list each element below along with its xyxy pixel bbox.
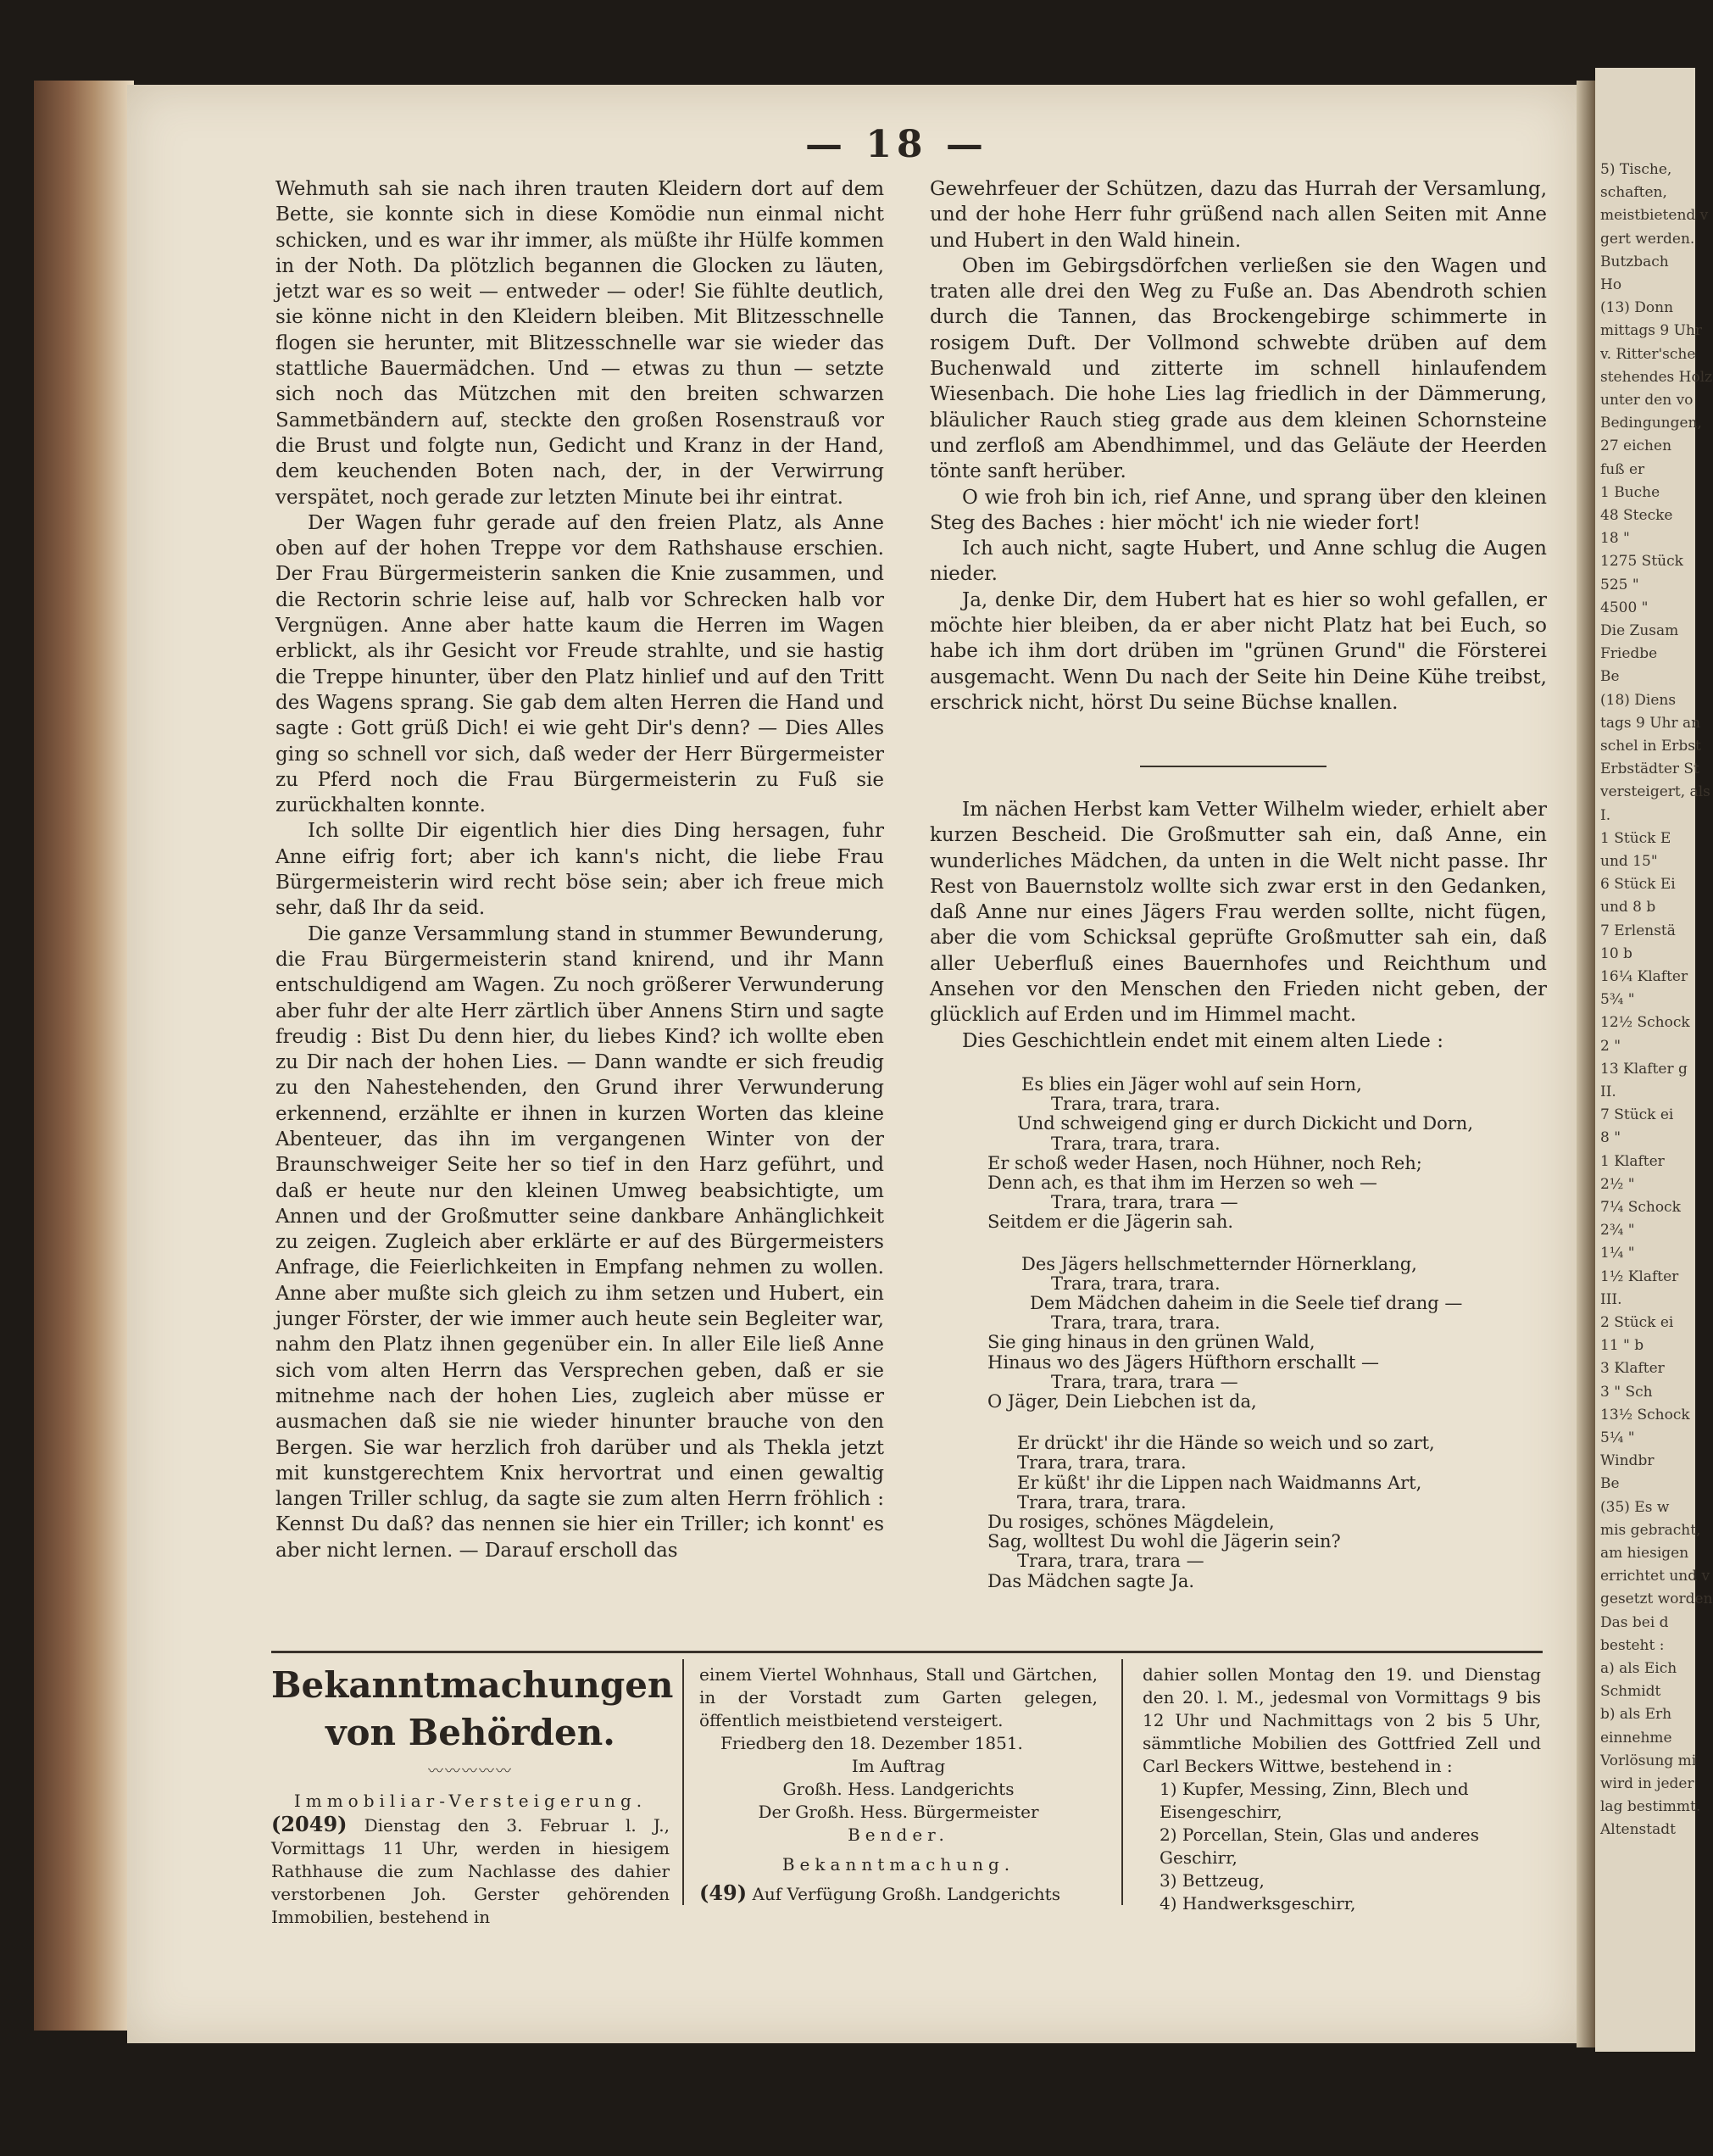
paragraph: Ich sollte Dir eigentlich hier dies Ding hersagen, fuhr Anne eifrig fort; aber ich kann's nicht, die liebe Frau Bürgermeisterin wird recht böse sein; aber ich freue mich sehr, daß Ihr da seid. [275, 820, 884, 920]
adjacent-page-fragment: tags 9 Uhr an [1600, 714, 1701, 732]
notice-line: Der Großh. Hess. Bürgermeister [758, 1802, 1039, 1822]
poem-line: Trara, trara, trara. [1017, 1491, 1187, 1513]
ornament: 〰〰〰〰〰 [428, 1763, 513, 1780]
adjacent-page-fragment: Be [1600, 1475, 1620, 1493]
adjacent-page-fragment: schaften, [1600, 184, 1667, 202]
left-column [275, 176, 884, 1563]
paragraph: Wehmuth sah sie nach ihren trauten Kleidern dort auf dem Bette, sie konnte sich in diese Komödie nun einmal nicht schicken, und es war ihr immer, als müßte ihr Hülfe kommen in der Noth. Da plötzlich begannen die Glocken zu läuten, jetzt war es so weit — entweder — oder! Sie fühlte deutlich, sie könne nicht in den Kleidern bleiben. Mit Blitzesschnelle flogen sie herunter, mit Blitzesschnelle war sie wieder das stattliche Bauermädchen. Und — etwas zu thun — setzte sich noch das Mützchen mit den breiten schwarzen Sammetbändern auf, steckte den großen Rosenstrauß vor die Brust und folgte nun, Gedicht und Kranz in der Hand, dem keuchenden Boten nach, der, in der Verwirrung verspätet, noch gerade zur letzten Minute bei ihr eintrat. [275, 178, 884, 509]
notice-line: Im Auftrag [851, 1756, 946, 1776]
adjacent-page-fragment: 525 " [1600, 576, 1639, 593]
poem-line: Und schweigend ging er durch Dickicht und Dorn, [1017, 1113, 1473, 1134]
list-item: 4) Handwerksgeschirr, [1160, 1893, 1356, 1914]
adjacent-page-fragment: 11 " b [1600, 1337, 1644, 1355]
notice-text: dahier sollen Montag den 19. und Dienstag den 20. l. M., jedesmal von Vormittags 9 bis 12 Uhr und Nachmittags von 2 bis 5 Uhr, sämmtliche Mobilien des Gottfried Zell und Carl Beckers Wittwe, bestehend in : [1143, 1664, 1541, 1776]
adjacent-page-fragment: Butzbach [1600, 253, 1669, 270]
poem-line: Trara, trara, trara. [1051, 1133, 1221, 1154]
adjacent-page-fragment: fuß er [1600, 460, 1645, 478]
adjacent-page-fragment: II. [1600, 1084, 1616, 1100]
poem-line: Trara, trara, trara. [1051, 1094, 1221, 1115]
paragraph: Dies Geschichtlein endet mit einem alten Liede : [962, 1029, 1443, 1052]
adjacent-page-fragment: 13½ Schock [1600, 1406, 1690, 1423]
page-number: — 18 — [805, 123, 988, 166]
adjacent-page-fragment: 2 Stück ei [1600, 1314, 1674, 1331]
adjacent-page-fragment: einnehme [1600, 1729, 1672, 1747]
adjacent-page-fragment: 13 Klafter g [1600, 1060, 1688, 1078]
paragraph: Die ganze Versammlung stand in stummer Bewunderung, die Frau Bürgermeisterin stand knirend, und ihr Mann entschuldigend am Wagen. Zu noch größerer Verwunderung aber fuhr der alte Herr zärtlich über Annens Stirn und sagte freudig : Bist Du denn hier, du liebes Kind? ich wollte eben zu Dir nach der hohen Lies. — Dann wandte er sich freudig zu den Nahestehenden, den Grund ihrer Verwunderung erkennend, erzählte er ihnen in kurzen Worten das kleine Abenteuer, das ihn im vergangenen Winter von der Braunschweiger Seite her so tief in den Harz geführt, und daß er heute nur den kleinen Umweg beabsichtigte, um Annen und der Großmutter seine dankbare Anhänglichkeit zu zeigen. Zugleich aber erklärte er auf des Bürgermeisters Anfrage, die Feierlichkeiten in Empfang nehmen zu wollen. Anne aber mußte sich gleich zu ihm setzen und Hubert, ein junger Förster, der wie immer auch heute sein Begleiter war, nahm den Platz ihnen gegenüber ein. In aller Eile ließ Anne sich vom alten Herrn das Versprechen geben, daß er sie mitnehme nach der hohen Lies, zugleich aber müsse er ausmachen daß sie nie wieder hinunter brauche von den Bergen. Sie war herzlich froh darüber und als Thekla jetzt mit kunstgerechtem Knix hervortrat und einen gewaltig langen Triller schlug, da sagte sie zum alten Herrn fröhlich : Kennst Du daß? das nennen sie hier ein Triller; ich konnt' es aber nicht lernen. — Darauf erscholl das [275, 922, 884, 1562]
notices-rule [271, 1651, 1543, 1653]
notices-title: Bekanntmachungen von Behörden. [271, 1664, 674, 1753]
right-column [930, 176, 1547, 716]
adjacent-page-fragment: 3 " Sch [1600, 1383, 1653, 1401]
adjacent-page-fragment: 2 " [1600, 1037, 1621, 1055]
poem-line: Denn ach, es that ihm im Herzen so weh — [987, 1173, 1377, 1194]
paragraph: O wie froh bin ich, rief Anne, und sprang über den kleinen Steg des Baches : hier möcht' ich nie wieder fort! [930, 486, 1547, 534]
adjacent-page-fragment: Windbr [1600, 1452, 1655, 1470]
adjacent-page-fragment: 4500 " [1600, 599, 1649, 616]
poem-line: Sie ging hinaus in den grünen Wald, [987, 1332, 1315, 1353]
adjacent-page-fragment: 12½ Schock [1600, 1014, 1690, 1032]
adjacent-page-fragment: (13) Donn [1600, 299, 1674, 317]
adjacent-page-fragment: 5¼ " [1600, 1429, 1635, 1446]
adjacent-page-fragment: III. [1600, 1290, 1622, 1308]
adjacent-page-fragment: Friedbe [1600, 645, 1658, 663]
adjacent-page-fragment: wird in jeder [1600, 1775, 1694, 1792]
poem-line: Er drückt' ihr die Hände so weich und so zart, [1017, 1433, 1435, 1454]
notice-entry [271, 1813, 670, 1929]
adjacent-page-fragment: schel in Erbst [1600, 738, 1701, 755]
adjacent-page-fragment: mis gebracht, [1600, 1521, 1701, 1539]
poem [987, 1075, 1538, 1591]
adjacent-page-fragment: (35) Es w [1600, 1498, 1670, 1516]
paragraph: Ich auch nicht, sagte Hubert, und Anne schlug die Augen nieder. [930, 538, 1547, 586]
book-binding [34, 81, 134, 2031]
adjacent-page-fragment: b) als Erh [1600, 1706, 1672, 1724]
poem-line: Trara, trara, trara. [1051, 1312, 1221, 1334]
adjacent-page-fragment: lag bestimmt. [1600, 1798, 1701, 1816]
poem-line: Das Mädchen sagte Ja. [987, 1570, 1195, 1591]
adjacent-page-fragment: 1 Buche [1600, 483, 1660, 501]
paragraph: Gewehrfeuer der Schützen, dazu das Hurrah der Versamlung, und der hohe Herr fuhr grüßend nach allen Seiten mit Anne und Hubert in den Wald hinein. [930, 178, 1547, 252]
poem-line: Sag, wolltest Du wohl die Jägerin sein? [987, 1531, 1341, 1552]
adjacent-page-fragment: 7 Erlenstä [1600, 922, 1676, 939]
notices-column-middle [699, 1663, 1098, 1906]
poem-line: Dem Mädchen daheim in die Seele tief drang — [1030, 1293, 1463, 1314]
adjacent-page-fragment: 27 eichen [1600, 437, 1672, 455]
adjacent-page-fragment: v. Ritter'sche [1600, 345, 1696, 363]
adjacent-page-fragment: 48 Stecke [1600, 507, 1673, 524]
poem-line: Trara, trara, trara — [1017, 1551, 1204, 1572]
poem-line: Hinaus wo des Jägers Hüfthorn erschallt — [987, 1351, 1380, 1373]
adjacent-page-fragment: Erbstädter St [1600, 760, 1699, 778]
poem-line: Trara, trara, trara. [1051, 1273, 1221, 1294]
adjacent-page-fragment: Vorlösung mi [1600, 1752, 1697, 1769]
notice-signature: Bender. [848, 1825, 949, 1845]
adjacent-page-fragment: 5) Tische, [1600, 161, 1672, 178]
list-item: 1) Kupfer, Messing, Zinn, Blech und Eisengeschirr, [1160, 1779, 1469, 1822]
column-rule [682, 1659, 684, 1905]
paragraph: Der Wagen fuhr gerade auf den freien Platz, als Anne oben auf der hohen Treppe vor dem Rathshause erschien. Der Frau Bürgermeisterin sanken die Knie zusammen, und die Rectorin schrie leise auf, halb vor Schrecken halb vor Vergnügen. Anne aber hatte kaum die Herren im Wagen erblickt, als ihr Gesicht vor Freude strahlte, und sie hastig die Treppe hinunter, über den Platz hinlief und auf den Tritt des Wagens sprang. Sie gab dem alten Herren die Hand und sagte : Gott grüß Dich! ei wie geht Dir's denn? — Dies Alles ging so schnell vor sich, daß weder der Herr Bürgermeister zu Pferd noch die Frau Bürgermeisterin zu Fuß sie zurückhalten konnte. [275, 511, 884, 817]
adjacent-page-fragment: 16¼ Klafter [1600, 968, 1688, 985]
adjacent-page-fragment: gert werden. [1600, 230, 1695, 248]
adjacent-page-fragment: 1 Klafter [1600, 1152, 1665, 1170]
poem-line: Trara, trara, trara — [1051, 1371, 1238, 1392]
adjacent-page-fragment: 8 " [1600, 1129, 1621, 1147]
adjacent-page-fragment: 1¼ " [1600, 1245, 1635, 1262]
list-item: 2) Porcellan, Stein, Glas und anderes Geschirr, [1160, 1825, 1479, 1868]
adjacent-page-fragment: unter den vo [1600, 392, 1694, 409]
notice-heading: Bekanntmachung. [781, 1854, 1015, 1875]
adjacent-page-fragment: mittags 9 Uhr [1600, 322, 1702, 340]
adjacent-page-fragment: gesetzt worden [1600, 1591, 1713, 1608]
poem-line: Des Jägers hellschmetternder Hörnerklang, [1021, 1253, 1417, 1274]
notices-column-left [271, 1662, 674, 1929]
adjacent-page-fragment: Das bei d [1600, 1613, 1669, 1631]
poem-line: Trara, trara, trara. [1017, 1452, 1187, 1474]
adjacent-page-fragment: und 15" [1600, 853, 1658, 870]
poem-line: Seitdem er die Jägerin sah. [987, 1212, 1234, 1233]
adjacent-page-fragment: Schmidt [1600, 1683, 1661, 1701]
poem-line: Er küßt' ihr die Lippen nach Waidmanns Art, [1017, 1472, 1422, 1493]
poem-line: Du rosiges, schönes Mägdelein, [987, 1512, 1275, 1533]
notices-subtitle: Immobiliar-Versteigerung. [293, 1791, 648, 1811]
adjacent-page-fragment: Bedingungen, [1600, 415, 1702, 432]
paragraph: Oben im Gebirgsdörfchen verließen sie den Wagen und traten alle drei den Weg zu Fuße an. Das Abendroth schien durch die Tannen, das Brockengebirge schimmerte in rosigem Duft. Der Vollmond schwebte drüben auf dem Buchenwald und zitterte im schnell hinlaufendem Wiesenbach. Die hohe Lies lag friedlich in der Dämmerung, bläulicher Rauch stieg grade aus dem kleinen Schornsteine und zerfloß am Abendhimmel, und das Geläute der Heerden tönte sanft herüber. [930, 254, 1547, 483]
adjacent-page-fragment: 1 Stück E [1600, 829, 1671, 847]
poem-line: Er schoß weder Hasen, noch Hühner, noch Reh; [987, 1152, 1422, 1173]
adjacent-page-fragment: Die Zusam [1600, 622, 1679, 639]
adjacent-page-fragment: stehendes Holz [1600, 368, 1713, 386]
notices-column-right [1143, 1663, 1541, 1915]
epilogue [930, 797, 1547, 1054]
adjacent-page-fragment: I. [1600, 806, 1611, 824]
notice-line: Großh. Hess. Landgerichts [782, 1779, 1015, 1799]
notice-date: Friedberg den 18. Dezember 1851. [720, 1733, 1023, 1753]
adjacent-page-fragment: Be [1600, 668, 1620, 686]
paragraph: Ja, denke Dir, dem Hubert hat es hier so wohl gefallen, er möchte hier bleiben, da er aber nicht Platz hat bei Euch, so habe ich ihm dort drüben im "grünen Grund" die Försterei ausgemacht. Wenn Du nach der Seite hin Deine Kühe treibst, erschrick nicht, hörst Du seine Büchse knallen. [930, 588, 1547, 714]
adjacent-page-fragment: 1½ Klafter [1600, 1267, 1679, 1285]
adjacent-page-fragment: am hiesigen [1600, 1545, 1689, 1562]
adjacent-page-fragment: 6 Stück Ei [1600, 876, 1676, 894]
adjacent-page-fragment: 7 Stück ei [1600, 1106, 1674, 1124]
poem-line: Trara, trara, trara — [1051, 1192, 1238, 1213]
adjacent-page-fragment: 2¾ " [1600, 1222, 1635, 1240]
notice-text: Dienstag den 3. Februar l. J., Vormittags 11 Uhr, werden in hiesigem Rathhause die zum Nachlasse des dahier verstorbenen Joh. Gerster gehörenden Immobilien, bestehend in [271, 1815, 670, 1927]
poem-line: Es blies ein Jäger wohl auf sein Horn, [1021, 1074, 1362, 1095]
list-item: 3) Bettzeug, [1160, 1870, 1265, 1891]
notice-entry [699, 1881, 1098, 1906]
notice-text: einem Viertel Wohnhaus, Stall und Gärtchen, in der Vorstadt zum Garten gelegen, öffentlich meistbietend versteigert. [699, 1664, 1098, 1730]
poem-line: O Jäger, Dein Liebchen ist da, [987, 1391, 1257, 1412]
adjacent-page-fragment: Ho [1600, 276, 1622, 293]
notice-number: (49) [699, 1880, 748, 1905]
adjacent-page-fragment: 5¾ " [1600, 991, 1635, 1009]
adjacent-page-fragment: meistbietend v [1600, 207, 1709, 225]
notice-number: (2049) [271, 1812, 348, 1836]
page-edge [1577, 81, 1595, 2047]
adjacent-page-fragment: besteht : [1600, 1636, 1665, 1654]
notice-text: Auf Verfügung Großh. Landgerichts [752, 1884, 1060, 1904]
paragraph: Im nächen Herbst kam Vetter Wilhelm wieder, erhielt aber kurzen Bescheid. Die Großmutter sah ein, daß Anne, ein wunderliches Mädchen, da unten in die Welt nicht passe. Ihr Rest von Bauernstolz wollte sich zwar erst in den Gedanken, daß Anne nur eines Jägers Frau werden sollte, nicht fügen, aber die vom Schicksal geprüfte Großmutter sah ein, daß aller Ueberfluß eines Bauernhofes und Reichthum und Ansehen vor den Menschen den Frieden nicht geben, der glücklich auf Erden und im Himmel macht. [930, 799, 1547, 1027]
adjacent-page-fragment: und 8 b [1600, 899, 1656, 916]
adjacent-page-fragment: 2½ " [1600, 1175, 1635, 1193]
adjacent-page-fragment: a) als Eich [1600, 1660, 1677, 1677]
section-divider [1140, 766, 1326, 767]
adjacent-page-fragment: 7¼ Schock [1600, 1199, 1681, 1216]
adjacent-page-fragment: 3 Klafter [1600, 1360, 1665, 1378]
adjacent-page-fragment: 10 b [1600, 944, 1632, 962]
column-rule [1121, 1659, 1123, 1905]
adjacent-page [1595, 68, 1713, 2052]
adjacent-page-fragment: Altenstadt [1600, 1821, 1676, 1839]
adjacent-page-fragment: 18 " [1600, 530, 1630, 548]
adjacent-page-fragment: versteigert, als [1600, 783, 1710, 801]
adjacent-page-fragment: (18) Diens [1600, 691, 1677, 709]
adjacent-page-fragment: errichtet und v [1600, 1568, 1710, 1585]
adjacent-page-fragment: 1275 Stück [1600, 553, 1683, 571]
